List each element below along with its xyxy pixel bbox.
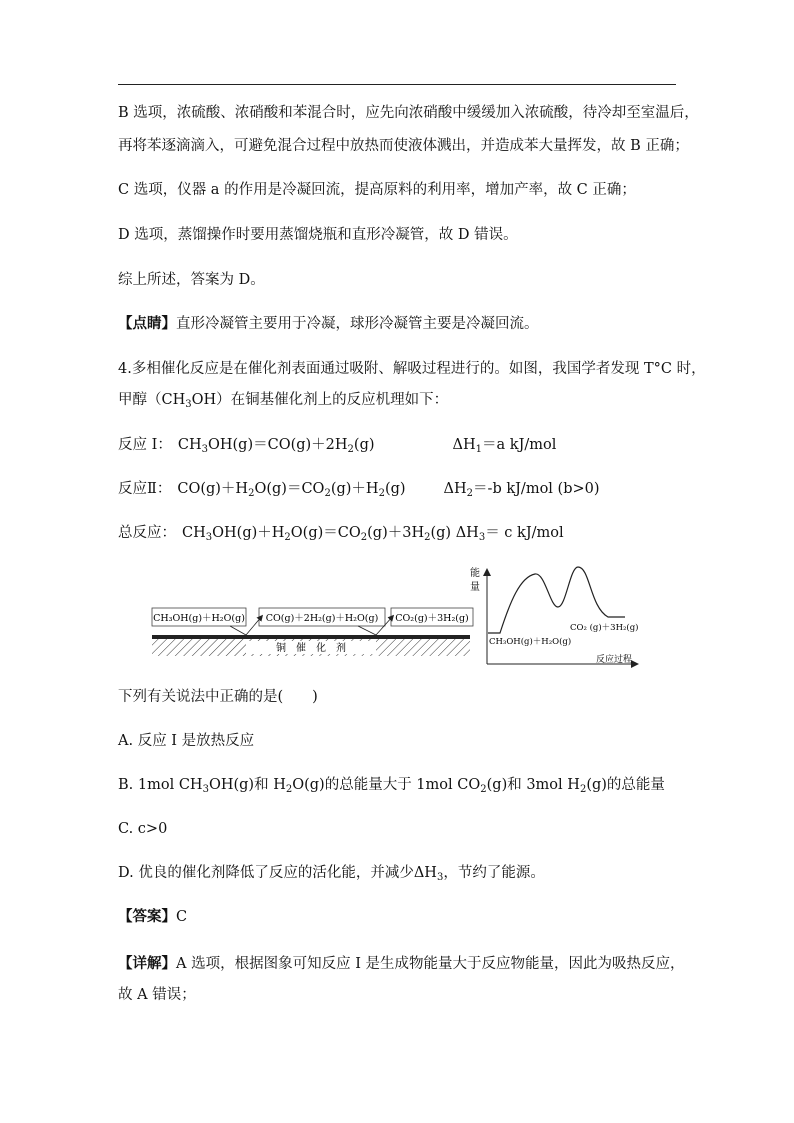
tip-label: 【点睛】 <box>118 315 176 332</box>
option-c: C. c>0 <box>118 821 168 837</box>
reaction-2: 反应Ⅱ： $CO(g)+H_2O(g)=CO_2(g)+H_2(g)$ $\Delta H_2=-b$ kJ/mol (b>0) <box>118 481 600 499</box>
answer-line <box>118 908 187 926</box>
tip-line <box>118 315 539 333</box>
tip-text: 直形冷凝管主要用于冷凝，球形冷凝管主要是冷凝回流。 <box>176 316 539 332</box>
detail-line-2: 故 A 错误； <box>118 987 196 1003</box>
answer-label: 【答案】 <box>118 908 176 925</box>
y-label-1: 能 <box>470 568 480 579</box>
question-4-line-1: 4.多相催化反应是在催化剂表面通过吸附、解吸过程进行的。如图，我国学者发现 T°C 时， <box>118 361 706 377</box>
text-line-d: D 选项，蒸馏操作时要用蒸馏烧瓶和直形冷凝管，故 D 错误。 <box>118 227 518 243</box>
arrow-down-1 <box>230 626 246 635</box>
option-d: D. 优良的催化剂降低了反应的活化能，并减少$\Delta H_3$，节约了能源。 <box>118 865 545 883</box>
catalyst-label: 铜 催 化 剂 <box>276 643 346 654</box>
reaction-1-label: 反应 I： <box>118 437 172 453</box>
detail-line-1 <box>118 955 685 973</box>
overall-reaction-label: 总反应： <box>118 525 176 541</box>
text-line-c: C 选项，仪器 a 的作用是冷凝回流，提高原料的利用率，增加产率，故 C 正确； <box>118 182 636 198</box>
overall-reaction: 总反应： $CH_3OH(g)+H_2O(g)=CO_2(g)+3H_2(g)$ $\Delta H_3= c$ kJ/mol <box>118 525 564 543</box>
option-b: B. 1mol $CH_3OH(g)$和 $H_2O(g)$的总能量大于 1mol $CO_2(g)$和 3mol $H_2(g)$的总能量 <box>118 777 665 795</box>
reaction-2-label: 反应Ⅱ： <box>118 481 172 497</box>
product-energy-label: CO₂ (g)＋3H₂(g) <box>570 623 639 633</box>
species-box-2-label: CO(g)＋2H₂(g)＋H₂O(g) <box>265 613 379 624</box>
reactant-energy-label: CH₃OH(g)＋H₂O(g) <box>489 637 572 647</box>
answer-value: C <box>176 909 188 925</box>
option-a: A. 反应 I 是放热反应 <box>118 733 255 749</box>
y-label-2: 量 <box>470 582 480 593</box>
mechanism-figure <box>150 562 650 672</box>
detail-label: 【详解】 <box>118 955 176 972</box>
header-rule <box>118 84 676 85</box>
text-line-b2: 再将苯逐滴滴入，可避免混合过程中放热而使液体溅出，并造成苯大量挥发，故 B 正确； <box>118 138 689 154</box>
question-4-line-2: 甲醇$(CH_3OH)$在铜基催化剂上的反应机理如下： <box>118 392 449 410</box>
text-line-b1: B 选项，浓硫酸、浓硝酸和苯混合时，应先向浓硝酸中缓缓加入浓硫酸，待冷却至室温后， <box>118 105 699 121</box>
species-box-1-label: CH₃OH(g)＋H₂O(g) <box>153 613 245 624</box>
x-axis-label: 反应过程 <box>596 655 633 665</box>
reaction-1: 反应 I： $CH_3OH(g)=CO(g)+2H_2(g)$ $\Delta H_1=a$ kJ/mol <box>118 437 557 455</box>
summary-line: 综上所述，答案为 D。 <box>118 272 265 288</box>
catalyst-surface <box>152 635 470 639</box>
question-prompt: 下列有关说法中正确的是( ) <box>118 689 318 705</box>
species-box-3-label: CO₂(g)＋3H₂(g) <box>395 613 469 624</box>
arrow-down-2 <box>358 626 376 635</box>
detail-text: A 选项，根据图象可知反应 I 是生成物能量大于反应物能量，因此为吸热反应， <box>176 956 685 972</box>
